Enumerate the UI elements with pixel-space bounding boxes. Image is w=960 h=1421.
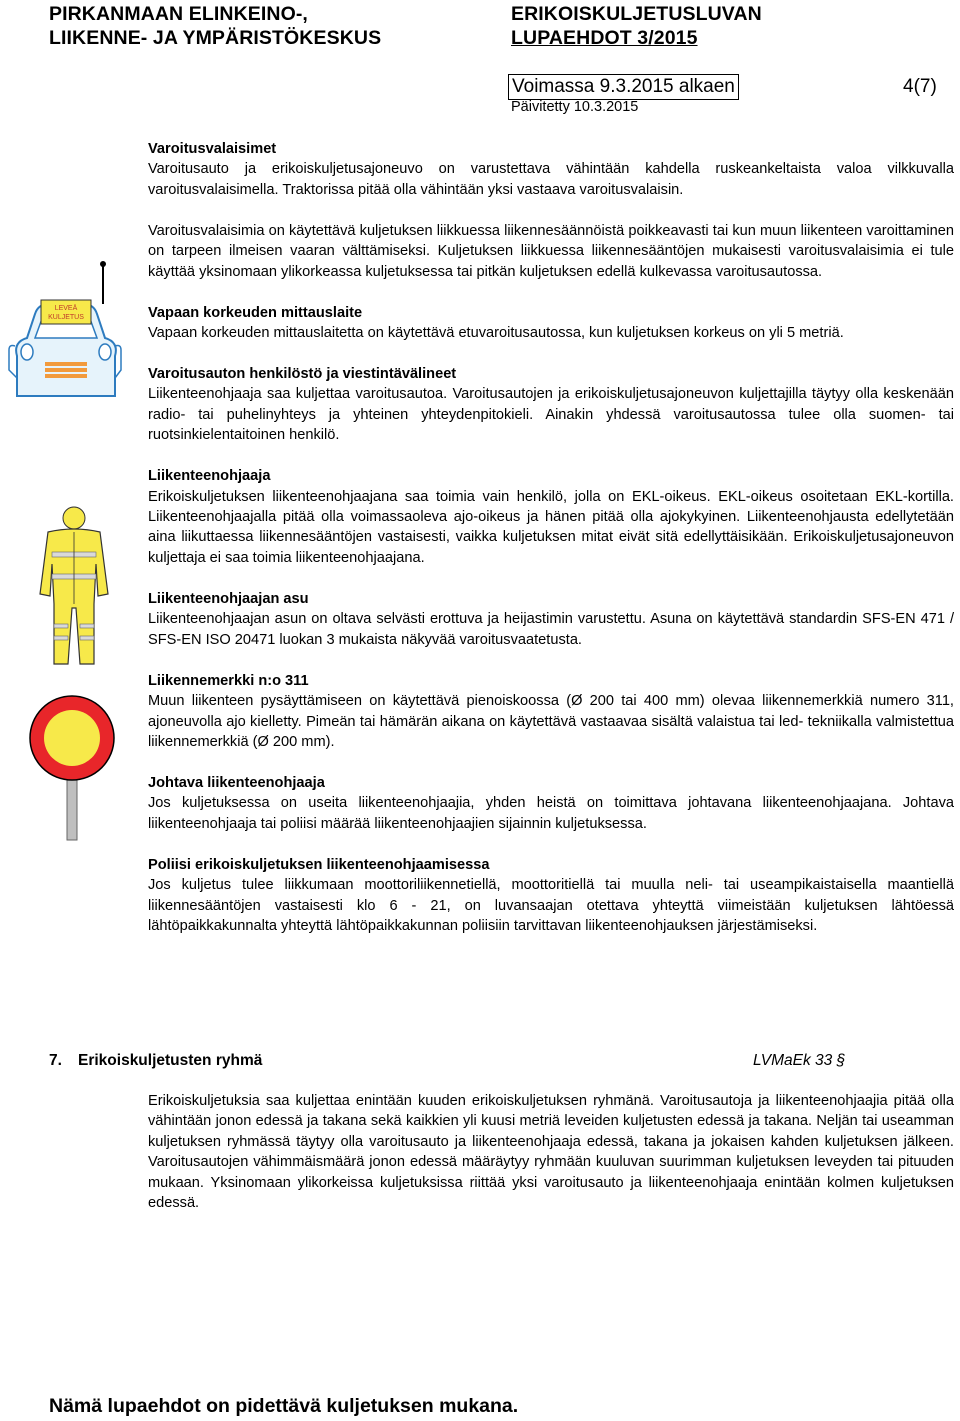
traffic-controller-illustration	[20, 504, 126, 672]
section-traffic-sign-311	[148, 671, 954, 753]
section-7-text: Erikoiskuljetuksia saa kuljettaa enintään kuuden erikoiskuljetuksen ryhmänä. Varoitusautoja ja liikenteenohjaajia pitää olla vähintään jonon edessä ja takana sekä kaikkien yli kuusi metriä leveiden kuljetusten edessä ja takana. Neljän tai useamman kuljetuksen ryhmässä täytyy olla varoitusauto ja liikenteenohjaaja edessä, takana ja jokaisen kahden kuljetuksen jälkeen. Varoitusautojen vähimmäismäärä jonon edessä määräytyy ryhmään kuuluvan suurimman kuljetuksen leveyden tai pituuden mukaan. Yksinomaan ylikorkeissa kuljetuksissa riittää yksi varoitusauto ja liikenteenohjaaja enintään kolmen kuljetuksen edessä.	[148, 1093, 954, 1212]
document-title	[511, 2, 762, 50]
document-title-line-1: ERIKOISKULJETUSLUVAN	[511, 3, 762, 25]
section-paragraph: Varoitusauto ja erikoiskuljetusajoneuvo on varustettava vähintään kahdella ruskeankeltaista valoa vilkkuvalla varoitusvalaisimella. Traktorissa pitää olla vähintään yksi vastaava varoitusvalaisin.	[148, 161, 954, 198]
section-paragraph: Liikenteenohjaajan asun on oltava selvästi erottuva ja heijastimin varustettu. Asuna on käytettävä standardin SFS-EN 471 / SFS-EN ISO 20471 luokan 3 mukaista näkyvää varoitusvaatetusta.	[148, 611, 954, 648]
section-paragraph: Vapaan korkeuden mittauslaitetta on käytettävä etuvaroitusautossa, kun kuljetuksen korkeus on yli 5 metriä.	[148, 325, 844, 342]
organization-line-2: LIIKENNE- JA YMPÄRISTÖKESKUS	[49, 27, 382, 49]
document-title-line-2: LUPAEHDOT 3/2015	[511, 27, 698, 49]
section-heading: Liikenteenohjaajan asu	[148, 590, 309, 607]
section-heading: Liikenteenohjaaja	[148, 468, 271, 485]
validity-date: Voimassa 9.3.2015 alkaen	[508, 74, 739, 100]
section-height-measuring	[148, 303, 954, 344]
car-sign-line-1: LEVEÄ	[54, 305, 78, 312]
organization-name	[49, 2, 381, 50]
section-leading-controller	[148, 773, 954, 834]
section-police-control	[148, 855, 954, 937]
footer-note: Nämä lupaehdot on pidettävä kuljetuksen mukana.	[49, 1395, 519, 1417]
updated-date: Päivitetty 10.3.2015	[511, 99, 639, 115]
car-sign-line-2: KULJETUS	[48, 314, 84, 321]
warning-car-illustration	[5, 258, 123, 408]
section-warning-car-staff	[148, 364, 954, 446]
section-heading: Varoitusauton henkilöstö ja viestintävälineet	[148, 366, 457, 383]
section-controller-outfit	[148, 589, 954, 650]
section-heading: Varoitusvalaisimet	[148, 141, 277, 157]
main-content	[148, 139, 954, 957]
page-number: 4(7)	[903, 76, 937, 97]
organization-line-1: PIRKANMAAN ELINKEINO-,	[49, 3, 308, 25]
section-heading: Poliisi erikoiskuljetuksen liikenteenohjaamisessa	[148, 856, 490, 873]
traffic-sign-311-illustration	[23, 690, 123, 842]
section-paragraph: Liikenteenohjaaja saa kuljettaa varoitusautoa. Varoitusautojen ja erikoiskuljetusajoneuvon kuljettajilla täytyy olla keskenään radio- tai puhelinyhteys ja yhteinen yhteydenpitokieli. Ainakin yhdessä varoitusautossa tulee olla suomen- tai ruotsinkielentaitoinen henkilö.	[148, 386, 954, 444]
section-traffic-controller	[148, 466, 954, 568]
law-reference: LVMaEk 33 §	[753, 1052, 846, 1069]
section-number: 7.	[49, 1052, 62, 1069]
section-heading: Johtava liikenteenohjaaja	[148, 774, 325, 791]
section-paragraph: Muun liikenteen pysäyttämiseen on käytettävä pienoiskoossa (Ø 200 tai 400 mm) olevaa liikennemerkkiä numero 311, ajoneuvolla ajo kielletty. Pimeän tai hämärän aikana on käytettävä vastaavaa sisältä valaistua tai led- tekniikalla valmistettua liikennemerkkiä (Ø 200 mm).	[148, 693, 954, 750]
section-paragraph: Jos kuljetus tulee liikkumaan moottoriliikennetiellä, moottoritiellä tai muulla neli- tai useampikaistaisella maantiellä liikennesääntöjen vastaisesti klo 6 - 21, on luvansaajan otettava yhteyttä viimeistään kuljetuksen lähtöessä lähtöpaikkakunnalta yhteyttä lähtöpaikkakunnan poliisiin tarvittavan liikenteenohjauksen järjestämiseksi.	[148, 877, 954, 934]
section-warning-lights	[148, 139, 954, 282]
section-title: Erikoiskuljetusten ryhmä	[78, 1052, 263, 1069]
section-paragraph: Erikoiskuljetuksen liikenteenohjaajana saa toimia vain henkilö, jolla on EKL-oikeus. EKL-oikeus osoitetaan EKL-kortilla. Liikenteenohjaajalla pitää olla voimassaoleva ajo-oikeus ja hänen pitää olla ajokykyinen. Liikenteenohjausta edellytetään aina liikuttaessa liikennesääntöjen vastaisesti, vaikka kuljetuksen mitat eivät sitä edellyttäisikään. Erikoiskuljetusajoneuvon kuljettaja ei saa toimia liikenteenohjaajana.	[148, 488, 954, 566]
section-heading: Liikennemerkki n:o 311	[148, 672, 309, 689]
section-heading: Vapaan korkeuden mittauslaite	[148, 304, 363, 321]
section-paragraph: Jos kuljetuksessa on useita liikenteenohjaajia, yhden heistä on toimittava johtavana liikenteenohjaajana. Johtava liikenteenohjaaja tai poliisi määrää liikenteenohjaajien sijainnin kuljetuksessa.	[148, 795, 954, 832]
section-paragraph: Varoitusvalaisimia on käytettävä kuljetuksen liikkuessa liikennesäännöistä poikkeavasti tai kun muun liikenteen varoittaminen on tarpeen ilmeisen vaaran välttämiseksi. Kuljetuksen liikkuessa liikennesääntöjen mukaisesti varoitusvalaisimia ei tule käyttää yksinomaan ylikorkeassa kuljetuksessa tai pitkän kuljetuksen edellä kulkevassa varoitusautossa.	[148, 222, 954, 280]
